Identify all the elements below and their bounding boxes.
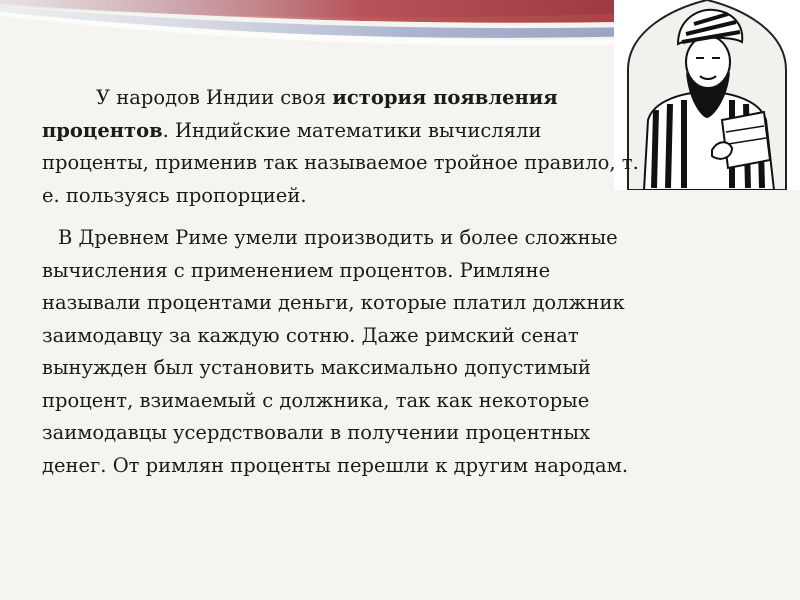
paragraph-india-rest: . Индийские математики вычисляли проценты, применив так называемое тройное правило, т. е. пользуясь пропорцией. — [42, 118, 639, 207]
paragraph-rome: В Древнем Риме умели производить и более сложные вычисления с применением процентов. Римляне называли процентами деньги, которые платил должник заимодавцу за каждую сотню. Даже римский сенат вынужден был установить максимально допустимый процент, взимаемый с должника, так как некоторые заимодавцы усердствовали в получении процентных денег. От римлян проценты перешли к другим народам. — [42, 226, 629, 477]
paragraph-india-intro: У народов Индии своя — [96, 86, 333, 109]
paragraph-india-bold-phrase: история появления процентов — [42, 86, 558, 142]
main-text-block — [42, 82, 647, 482]
paragraph-india — [42, 82, 647, 212]
